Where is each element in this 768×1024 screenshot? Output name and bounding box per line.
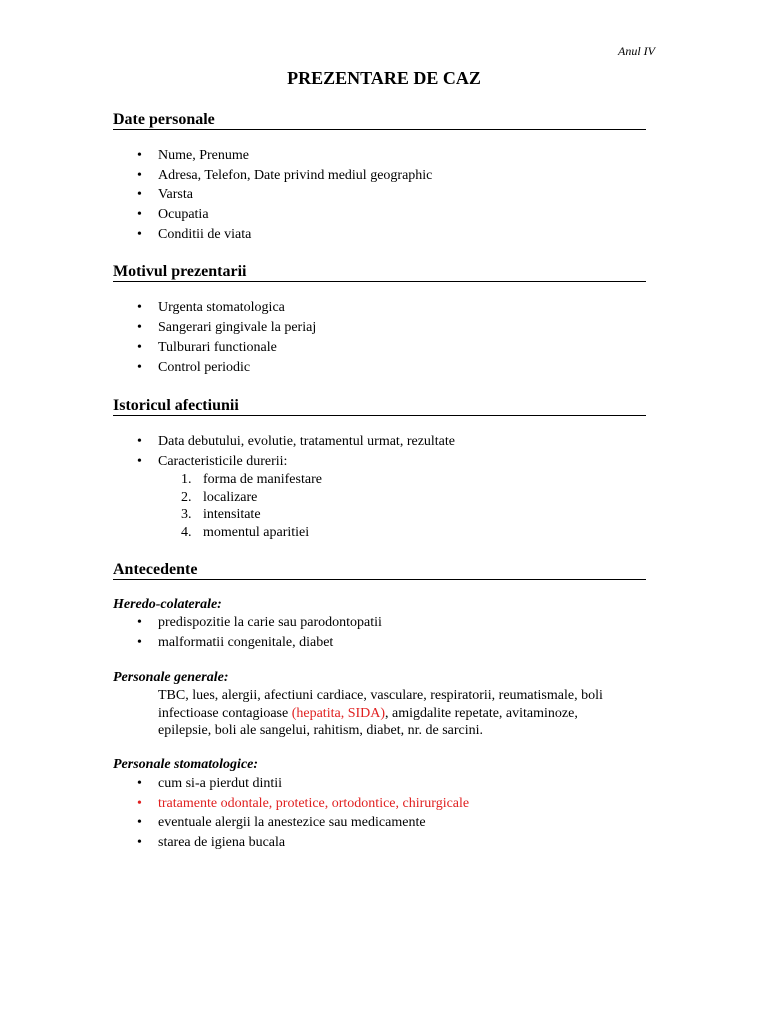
list-item: Control periodic — [158, 360, 251, 375]
bullet-icon: • — [137, 454, 142, 469]
paragraph-line: TBC, lues, alergii, afectiuni cardiace, vasculare, respiratorii, reumatismale, boli — [158, 688, 603, 703]
list-number: 1. — [181, 472, 192, 487]
bullet-icon: • — [137, 615, 142, 630]
bullet-icon: • — [137, 815, 142, 830]
bullet-icon: • — [137, 207, 142, 222]
subheading-hereditary: Heredo-colaterale: — [113, 597, 222, 612]
section-heading-personal: Date personale — [113, 111, 646, 130]
list-number: 4. — [181, 525, 192, 540]
paragraph-text: infectioase contagioase — [158, 706, 292, 721]
list-item: eventuale alergii la anestezice sau medicamente — [158, 815, 426, 830]
bullet-icon: • — [137, 187, 142, 202]
bullet-icon: • — [137, 776, 142, 791]
subheading-general: Personale generale: — [113, 670, 229, 685]
paragraph-text: , amigdalite repetate, avitaminoze, — [385, 706, 578, 721]
list-number: 2. — [181, 490, 192, 505]
list-item: Ocupatia — [158, 207, 209, 222]
bullet-icon: • — [137, 434, 142, 449]
bullet-icon: • — [137, 300, 142, 315]
numbered-item: forma de manifestare — [203, 472, 322, 487]
list-item: Tulburari functionale — [158, 340, 277, 355]
bullet-icon: • — [137, 360, 142, 375]
bullet-icon: • — [137, 227, 142, 242]
bullet-icon: • — [137, 635, 142, 650]
bullet-icon: • — [137, 148, 142, 163]
bullet-icon: • — [137, 340, 142, 355]
subheading-dental: Personale stomatologice: — [113, 757, 259, 772]
bullet-icon: • — [137, 168, 142, 183]
list-item: starea de igiena bucala — [158, 835, 286, 850]
list-number: 3. — [181, 507, 192, 522]
list-item: Urgenta stomatologica — [158, 300, 285, 315]
section-heading-reason: Motivul prezentarii — [113, 263, 646, 282]
list-item: Adresa, Telefon, Date privind mediul geographic — [158, 168, 433, 183]
section-heading-antecedents: Antecedente — [113, 561, 646, 580]
bullet-icon: • — [137, 320, 142, 335]
list-item: predispozitie la carie sau parodontopatii — [158, 615, 382, 630]
list-item: Nume, Prenume — [158, 148, 249, 163]
paragraph-line: epilepsie, boli ale sangelui, rahitism, diabet, nr. de sarcini. — [158, 723, 484, 738]
page-title: PREZENTARE DE CAZ — [287, 68, 481, 88]
bullet-icon: • — [137, 796, 142, 811]
year-label: Anul IV — [618, 44, 655, 58]
numbered-item: localizare — [203, 490, 258, 505]
bullet-icon: • — [137, 835, 142, 850]
list-item: malformatii congenitale, diabet — [158, 635, 334, 650]
section-heading-history: Istoricul afectiunii — [113, 397, 646, 416]
list-item: Data debutului, evolutie, tratamentul urmat, rezultate — [158, 434, 456, 449]
list-item: Conditii de viata — [158, 227, 252, 242]
list-item: Varsta — [158, 187, 193, 202]
list-item: Sangerari gingivale la periaj — [158, 320, 317, 335]
paragraph-line — [158, 706, 578, 722]
highlighted-text: (hepatita, SIDA) — [291, 706, 386, 721]
numbered-item: momentul aparitiei — [203, 525, 310, 540]
list-item: Caracteristicile durerii: — [158, 454, 288, 469]
list-item: cum si-a pierdut dintii — [158, 776, 283, 791]
numbered-item: intensitate — [203, 507, 261, 522]
list-item-highlighted: tratamente odontale, protetice, ortodontice, chirurgicale — [158, 796, 470, 811]
